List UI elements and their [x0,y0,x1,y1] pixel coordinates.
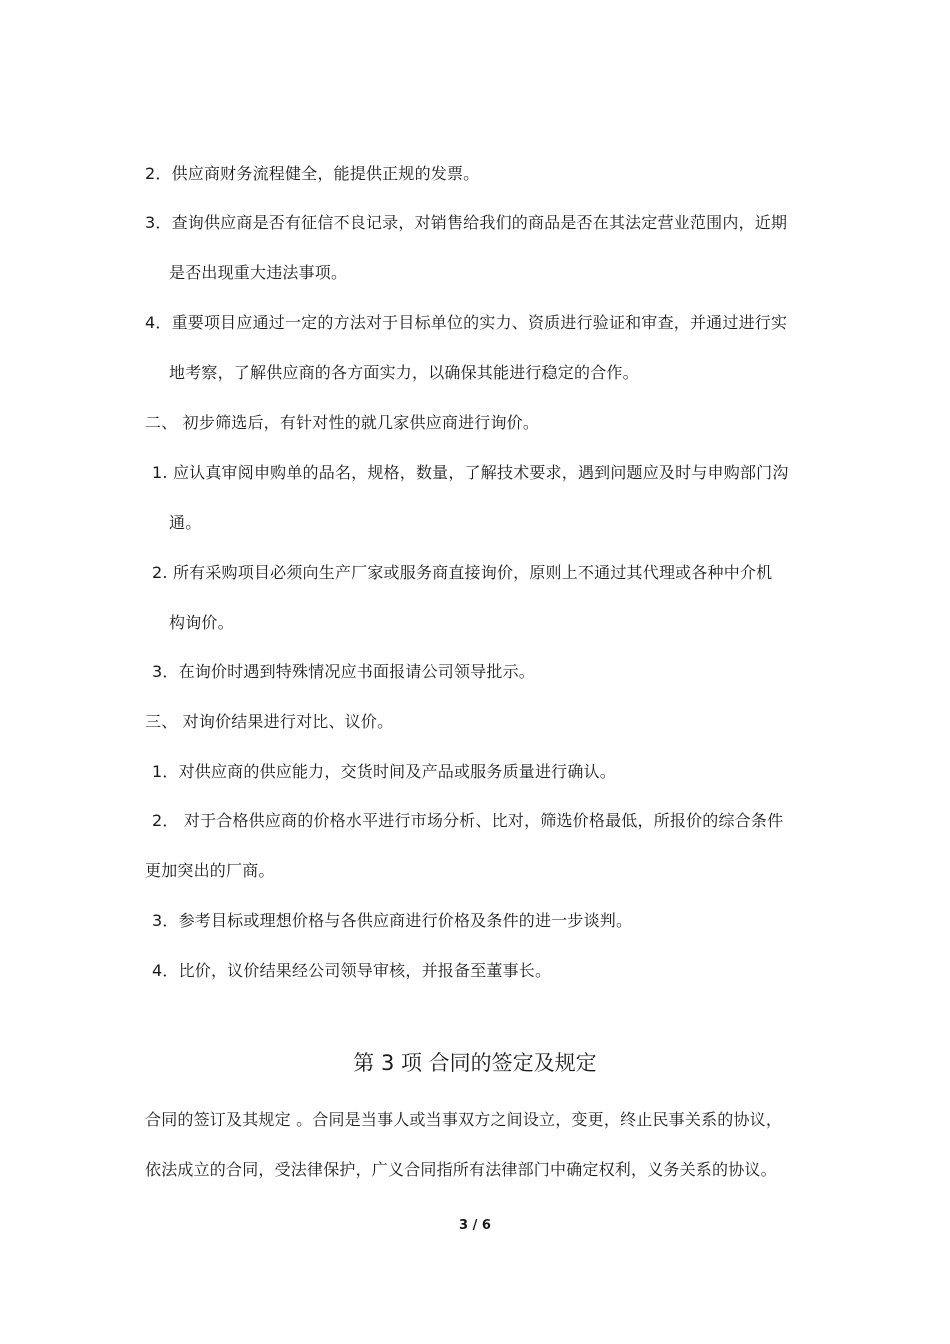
paragraph-line: 2. 所有采购项目必须向生产厂家或服务商直接询价，原则上不通过其代理或各种中介机 [152,563,773,582]
paragraph-line: 地考察，了解供应商的各方面实力，以确保其能进行稳定的合作。 [169,363,639,382]
paragraph-line: 2．供应商财务流程健全，能提供正规的发票。 [145,164,480,183]
paragraph-line: 通。 [169,513,202,532]
paragraph-line: 4．重要项目应通过一定的方法对于目标单位的实力、资质进行验证和审查，并通过进行实 [145,313,788,332]
paragraph-line: 依法成立的合同，受法律保护，广义合同指所有法律部门中确定权利，义务关系的协议。 [145,1160,777,1179]
section-heading: 第 3 项 合同的签定及规定 [353,1051,597,1075]
paragraph-line: 1．对供应商的供应能力，交货时间及产品或服务质量进行确认。 [152,762,616,781]
paragraph-line: 4．比价，议价结果经公司领导审核，并报备至董事长。 [152,961,552,980]
paragraph-line: 更加突出的厂商。 [145,861,275,880]
paragraph-line: 3．参考目标或理想价格与各供应商进行价格及条件的进一步谈判。 [152,911,633,930]
paragraph-line: 2． 对于合格供应商的价格水平进行市场分析、比对，筛选价格最低，所报价的综合条件 [152,811,784,830]
paragraph-line: 1. 应认真审阅申购单的品名，规格，数量，了解技术要求，遇到问题应及时与申购部门沟 [152,463,789,482]
paragraph-line: 合同的签订及其规定 。合同是当事人或当事双方之间设立，变更，终止民事关系的协议， [145,1110,783,1129]
page-number: 3 / 6 [459,1218,491,1233]
paragraph-line: 是否出现重大违法事项。 [169,263,348,282]
section-item-heading: 三、 对询价结果进行对比、议价。 [145,712,394,731]
paragraph-line: 3．在询价时遇到特殊情况应书面报请公司领导批示。 [152,662,535,681]
section-item-heading: 二、 初步筛选后，有针对性的就几家供应商进行询价。 [145,413,540,432]
paragraph-line: 3．查询供应商是否有征信不良记录，对销售给我们的商品是否在其法定营业范围内，近期 [145,213,788,232]
paragraph-line: 构询价。 [169,613,234,632]
